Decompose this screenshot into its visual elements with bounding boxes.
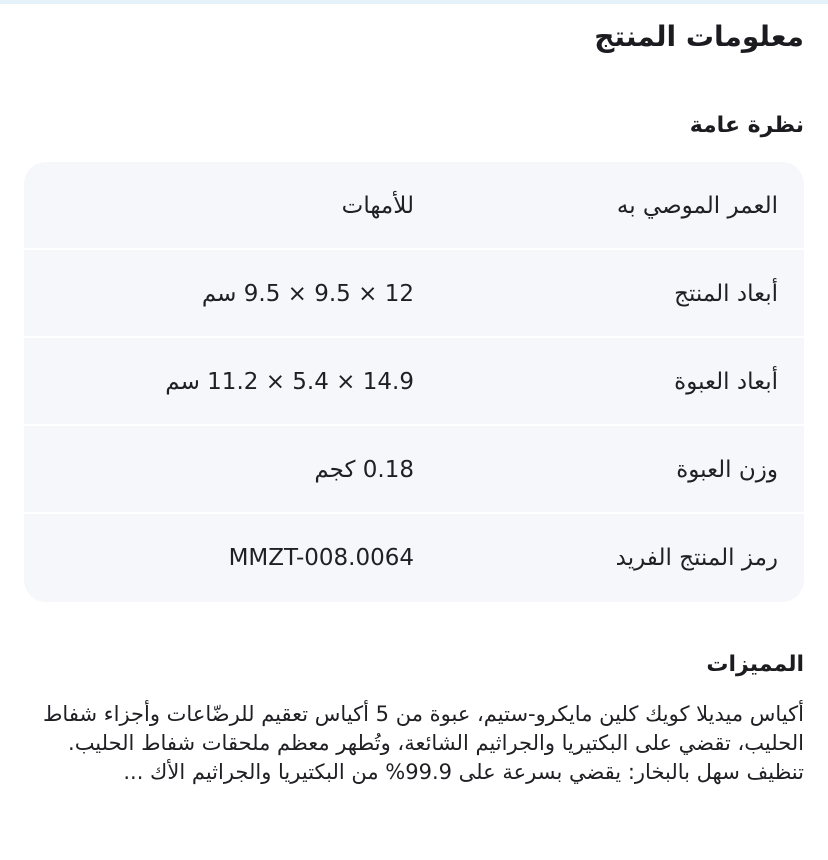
spec-label: رمز المنتج الفريد	[615, 545, 778, 571]
spec-label: أبعاد المنتج	[674, 281, 778, 307]
spec-value: 14.9 × 5.4 × 11.2 سم	[165, 369, 414, 395]
spec-value: 0.18 كجم	[314, 457, 414, 483]
features-paragraph-truncated: تنظيف سهل بالبخار: يقضي بسرعة على 99.9% من البكتيريا والجراثيم الأك ...	[123, 760, 804, 784]
overview-spec-table	[24, 162, 804, 602]
features-section-title: المميزات	[706, 652, 804, 677]
spec-value: 12 × 9.5 × 9.5 سم	[201, 281, 414, 307]
overview-section-title: نظرة عامة	[689, 113, 804, 138]
spec-row-package-dimensions	[24, 338, 804, 426]
page-title: معلومات المنتج	[594, 20, 804, 53]
spec-row-product-dimensions	[24, 250, 804, 338]
spec-row-package-weight	[24, 426, 804, 514]
features-paragraph: أكياس ميديلا كويك كلين مايكرو-ستيم، عبوة من 5 أكياس تعقيم للرضّاعات وأجزاء شفاط الحليب، تقضي على البكتيريا والجراثيم الشائعة، وتُطهر معظم ملحقات شفاط الحليب.	[43, 702, 804, 755]
features-description	[14, 700, 804, 787]
spec-value: MMZT-008.0064	[228, 545, 414, 571]
spec-label: وزن العبوة	[676, 457, 778, 483]
spec-row-product-sku	[24, 514, 804, 602]
spec-row-recommended-age	[24, 162, 804, 250]
spec-label: العمر الموصي به	[616, 193, 778, 219]
spec-label: أبعاد العبوة	[674, 369, 778, 395]
spec-value: للأمهات	[341, 193, 414, 219]
